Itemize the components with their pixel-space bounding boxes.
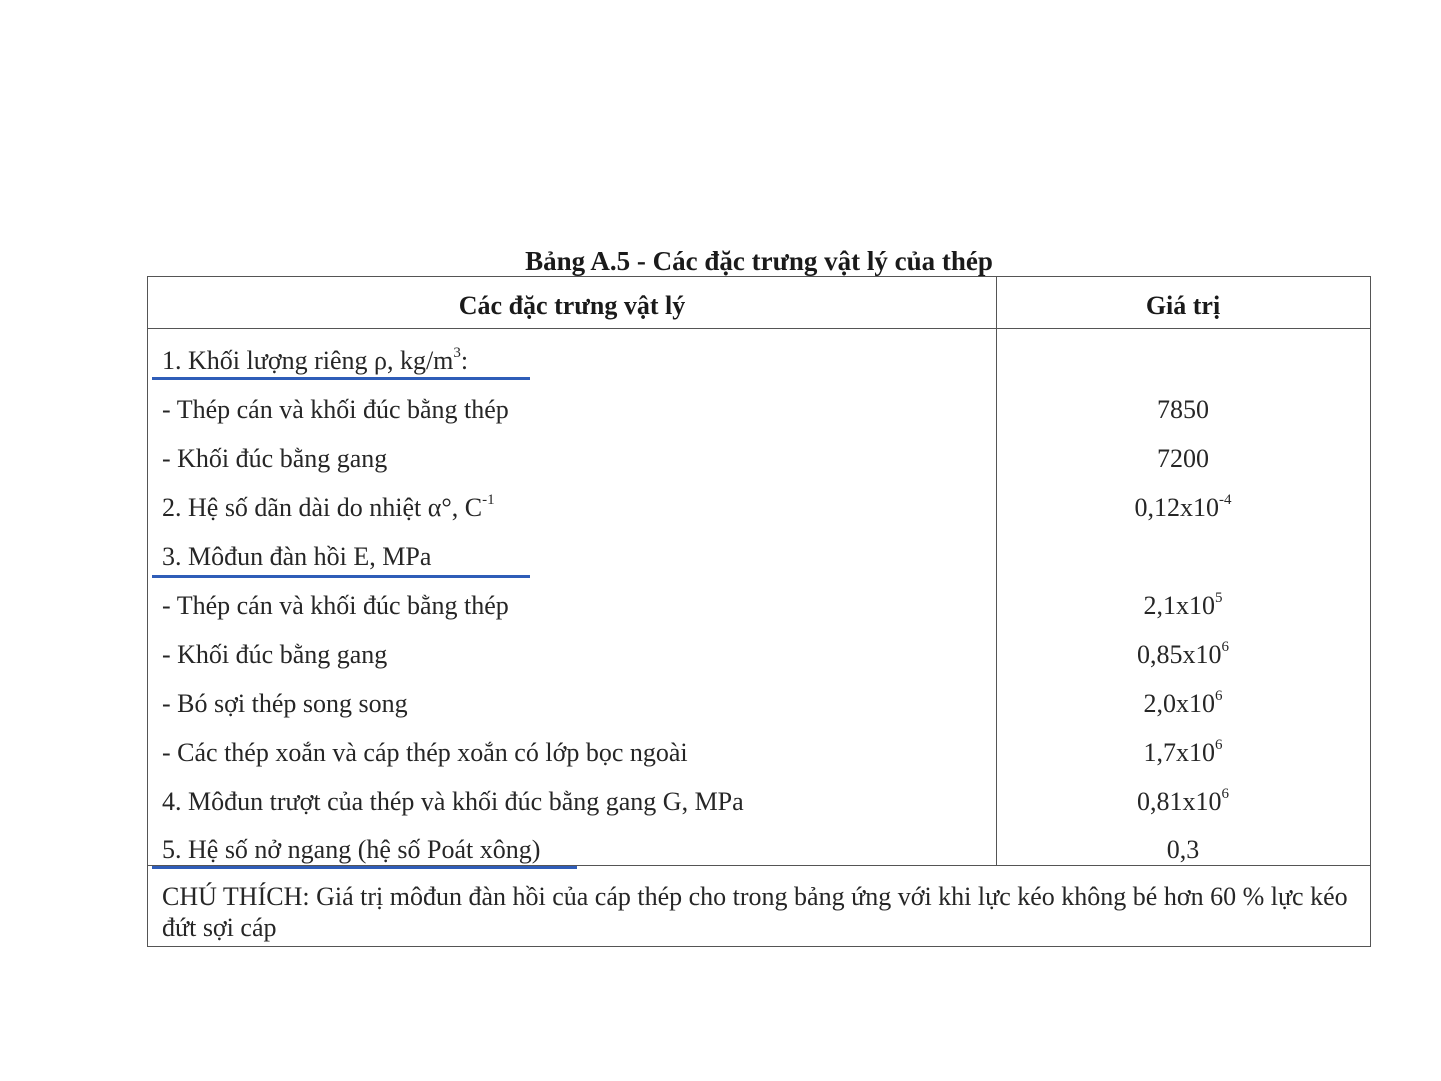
table-row — [148, 488, 1370, 537]
header-divider — [148, 328, 1370, 329]
table-note: CHÚ THÍCH: Giá trị môđun đàn hồi của cáp thép cho trong bảng ứng với khi lực kéo không bé hơn 60 % lực kéo đứt sợi cáp — [162, 882, 1348, 942]
value-cell: $0,85x10^6$ — [1137, 639, 1229, 669]
value-cell: 7200 — [1157, 444, 1209, 473]
value-cell: 0,3 — [1166, 835, 1200, 864]
property-cell: 3. Môđun đàn hồi E, MPa — [162, 542, 432, 571]
annotation-underline — [152, 866, 577, 869]
property-cell: - Khối đúc bằng gang — [162, 640, 388, 669]
property-cell: 2. Hệ số dãn dài do nhiệt α°, $C^{-1}$ — [162, 492, 495, 522]
table-row — [148, 537, 1370, 586]
property-cell: - Các thép xoắn và cáp thép xoắn có lớp bọc ngoài — [162, 738, 688, 767]
table-row — [148, 684, 1370, 733]
header-value: Giá trị — [1145, 291, 1221, 320]
value-cell: $0,12x10^{-4}$ — [1134, 492, 1232, 522]
table-row — [148, 341, 1370, 390]
value-cell: $2,0x10^6$ — [1143, 688, 1223, 718]
value-cell: 7850 — [1157, 395, 1209, 424]
property-cell: 4. Môđun trượt của thép và khối đúc bằng gang G, MPa — [162, 787, 744, 816]
property-cell: - Khối đúc bằng gang — [162, 444, 388, 473]
property-cell: - Bó sợi thép song song — [162, 689, 408, 718]
property-cell: - Thép cán và khối đúc bằng thép — [162, 395, 509, 424]
property-cell: - Thép cán và khối đúc bằng thép — [162, 591, 509, 620]
table-row — [148, 439, 1370, 488]
table-row — [148, 782, 1370, 831]
header-property: Các đặc trưng vật lý — [458, 291, 686, 320]
annotation-underline — [152, 575, 530, 578]
table-row — [148, 635, 1370, 684]
value-cell: $2,1x10^5$ — [1143, 590, 1223, 620]
annotation-underline — [152, 377, 530, 380]
property-cell: 5. Hệ số nở ngang (hệ số Poát xông) — [162, 835, 541, 864]
value-cell: $0,81x10^6$ — [1137, 786, 1229, 816]
table-row — [148, 586, 1370, 635]
table-caption: Bảng A.5 - Các đặc trưng vật lý của thép — [525, 246, 993, 276]
table-row — [148, 733, 1370, 782]
value-cell: $1,7x10^6$ — [1143, 737, 1223, 767]
table-row — [148, 830, 1370, 879]
property-cell: 1. Khối lượng riêng ρ, $kg/m^3$: — [162, 345, 469, 375]
table-row — [148, 390, 1370, 439]
